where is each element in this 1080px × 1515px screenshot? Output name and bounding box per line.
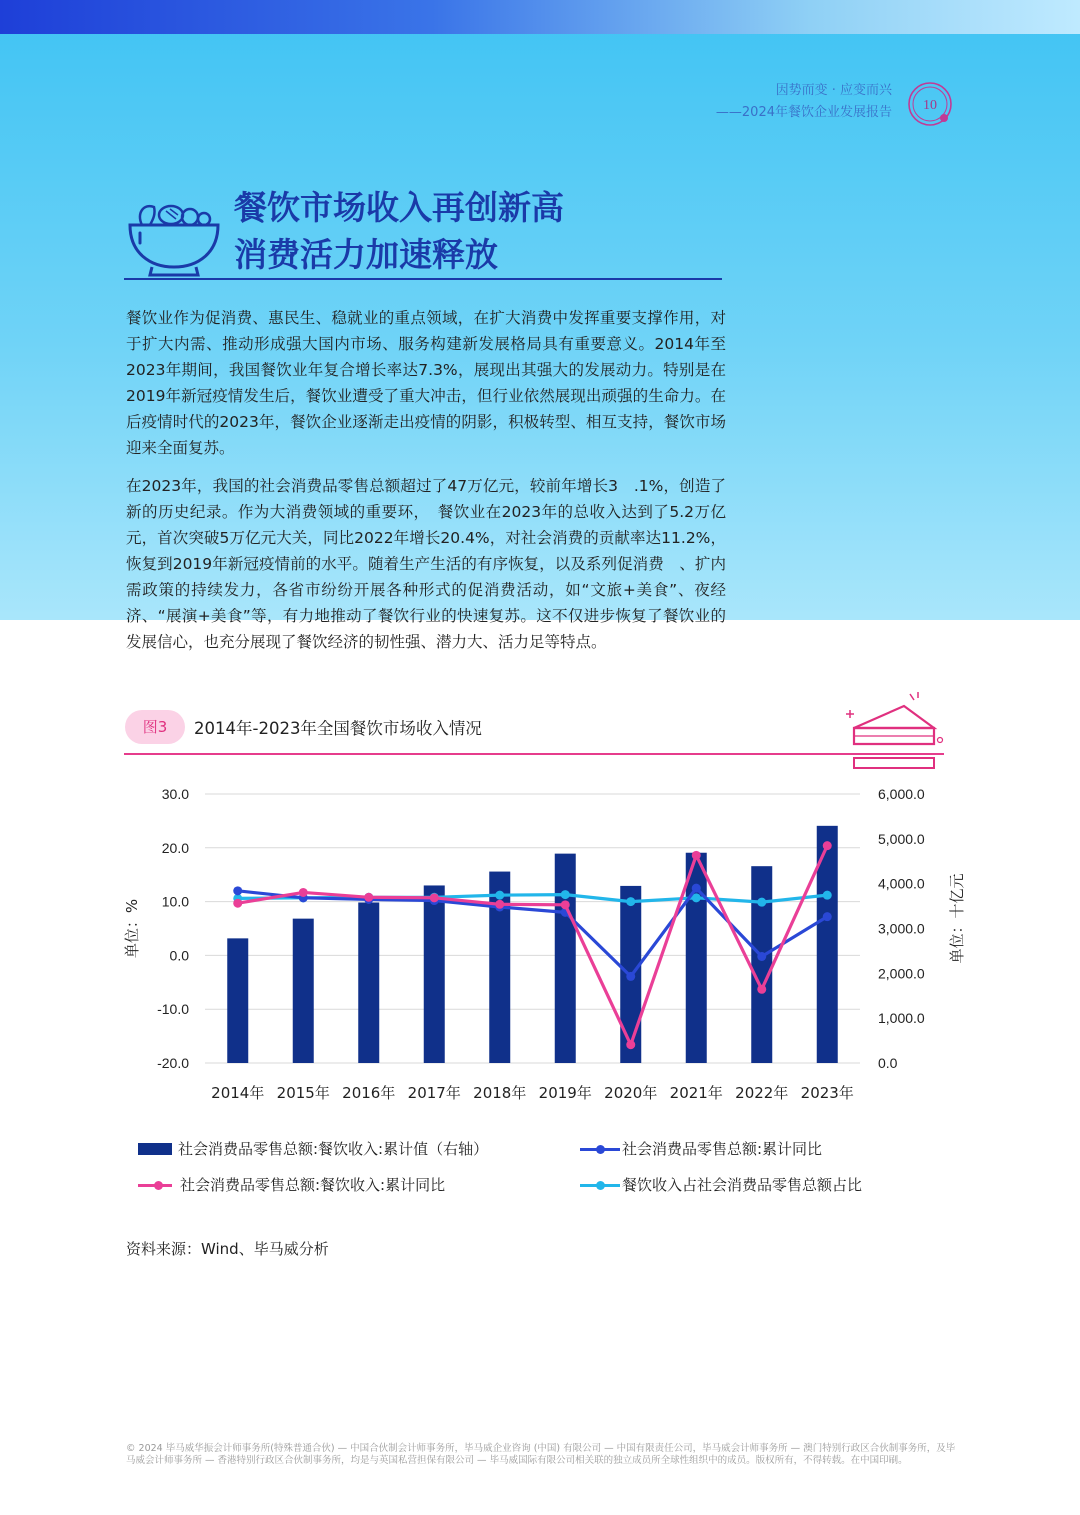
chart-legend (138, 1138, 938, 1208)
x-tick-label: 2019年 (538, 1084, 592, 1102)
x-tick-label: 2022年 (735, 1084, 789, 1102)
bar-2015年 (293, 919, 314, 1063)
x-tick-label: 2015年 (276, 1084, 330, 1102)
body-paragraph-2: 在2023年，我国的社会消费品零售总额超过了47万亿元，较前年增长3 .1%，创造了新的历史纪录。作为大消费领域的重要环， 餐饮业在2023年的总收入达到了5.2万亿元，首次突破5万亿元大关，同比2022年增长20.4%，对社会消费的贡献率达11.2%，恢复到2019年新冠疫情前的水平。随着生产生活的有序恢复，以及系列促消费 、扩内需政策的持续发力，各省市纷纷开展各种形式的促消费活动，如“文旅+美食”、夜经济、“展演+美食”等，有力地推动了餐饮行业的快速复苏。这不仅进步恢复了餐饮业的发展信心，也充分展现了餐饮经济的韧性强、潜力大、活力足等特点。 (126, 477, 726, 651)
bar-2019年 (555, 854, 576, 1063)
x-tick-label: 2020年 (604, 1084, 658, 1102)
series-point-2 (757, 985, 766, 994)
x-tick-label: 2017年 (407, 1084, 461, 1102)
series-point-2 (233, 899, 242, 908)
revenue-chart (110, 770, 980, 1120)
legend-swatch-retail-yoy (580, 1143, 620, 1155)
title-underline (124, 278, 722, 280)
right-tick-label: 0.0 (878, 1055, 898, 1071)
figure-title-underline (124, 753, 944, 755)
figure-badge: 图3 (125, 710, 185, 744)
page-number: 10 (923, 98, 937, 113)
right-tick-label: 3,000.0 (878, 920, 925, 937)
top-gradient-strip (0, 0, 1080, 34)
right-tick-label: 6,000.0 (878, 786, 925, 802)
legend-label-retail-yoy: 社会消费品零售总额:累计同比 (622, 1140, 823, 1158)
section-title (234, 184, 564, 278)
series-point-1 (626, 972, 635, 981)
series-point-3 (757, 898, 766, 907)
series-point-2 (364, 893, 373, 902)
series-point-3 (626, 897, 635, 906)
right-tick-label: 5,000.0 (878, 830, 925, 847)
series-point-2 (495, 900, 504, 909)
series-point-1 (757, 952, 766, 961)
legend-label-bar: 社会消费品零售总额:餐饮收入:累计值（右轴） (178, 1140, 489, 1158)
x-tick-label: 2016年 (342, 1084, 396, 1102)
right-tick-label: 2,000.0 (878, 965, 925, 982)
series-point-1 (233, 886, 242, 895)
series-point-2 (626, 1040, 635, 1049)
series-point-1 (692, 884, 701, 893)
series-point-2 (561, 900, 570, 909)
x-tick-label: 2023年 (800, 1084, 854, 1102)
bar-2016年 (358, 902, 379, 1063)
legend-swatch-bar (138, 1143, 172, 1155)
report-header-line1: 因势而变 · 应变而兴 (775, 83, 892, 98)
series-point-3 (561, 890, 570, 899)
body-paragraph-1: 餐饮业作为促消费、惠民生、稳就业的重点领域，在扩大消费中发挥重要支撑作用，对于扩大内需、推动形成强大国内市场、服务构建新发展格局具有重要意义。2014年至2023年期间，我国餐饮业年复合增长率达7.3%，展现出其强大的发展动力。特别是在2019年新冠疫情发生后，餐饮业遭受了重大冲击，但行业依然展现出顽强的生命力。在后疫情时代的2023年，餐饮企业逐渐走出疫情的阴影，积极转型、相互支持，餐饮市场迎来全面复苏。 (126, 309, 726, 457)
bar-2014年 (227, 938, 248, 1063)
legend-swatch-share (580, 1179, 620, 1191)
left-tick-label: 20.0 (161, 839, 189, 856)
right-tick-label: 4,000.0 (878, 875, 925, 892)
left-tick-label: 0.0 (169, 947, 189, 964)
right-axis-title: 单位：十亿元 (948, 873, 966, 964)
copyright-footer: © 2024 毕马威华振会计师事务所(特殊普通合伙) — 中国合伙制会计师事务所，毕马威企业咨询 (中国) 有限公司 — 中国有限责任公司，毕马威会计师事务所 — 澳门特别行政区合伙制事务所，及毕马威会计师事务所 — 香港特别行政区合伙制事务所，均是与英国私营担保有限公司 — 毕马威国际有限公司相关联的独立成员所全球性组织中的成员。版权所有，不得转载。在中国印刷。 (126, 1443, 956, 1466)
food-bowl-icon (126, 195, 222, 279)
series-line-2 (238, 846, 828, 1045)
series-point-1 (823, 912, 832, 921)
series-point-2 (692, 851, 701, 860)
legend-label-share: 餐饮收入占社会消费品零售总额占比 (622, 1176, 863, 1194)
legend-item-share (580, 1174, 862, 1195)
chart-canvas (110, 770, 980, 1120)
series-point-3 (823, 891, 832, 900)
series-point-3 (495, 891, 504, 900)
section-title-line1: 餐饮市场收入再创新高 (234, 188, 564, 227)
x-tick-label: 2018年 (473, 1084, 527, 1102)
legend-label-catering-yoy: 社会消费品零售总额:餐饮收入:累计同比 (180, 1176, 446, 1194)
section-title-line2: 消费活力加速释放 (234, 235, 498, 274)
left-tick-label: 30.0 (161, 786, 189, 802)
right-tick-label: 1,000.0 (878, 1010, 925, 1027)
left-tick-label: 10.0 (161, 893, 189, 910)
series-point-2 (299, 888, 308, 897)
report-header-line2: ——2024年餐饮企业发展报告 (715, 105, 892, 120)
page-number-badge (906, 80, 954, 128)
left-tick-label: -10.0 (157, 1001, 189, 1018)
legend-item-bar (138, 1138, 488, 1159)
x-tick-label: 2014年 (211, 1084, 265, 1102)
data-source: 资料来源：Wind、毕马威分析 (126, 1240, 329, 1258)
figure-title: 2014年-2023年全国餐饮市场收入情况 (194, 719, 482, 738)
x-tick-label: 2021年 (669, 1084, 723, 1102)
report-header (716, 80, 892, 124)
bar-2022年 (751, 866, 772, 1063)
left-tick-label: -20.0 (157, 1055, 189, 1071)
bar-2017年 (424, 885, 445, 1063)
series-point-2 (430, 893, 439, 902)
legend-swatch-catering-yoy (138, 1179, 178, 1191)
legend-item-retail-yoy (580, 1138, 822, 1159)
legend-item-catering-yoy (138, 1174, 445, 1195)
left-axis-title: 单位：% (123, 898, 141, 959)
cake-slice-icon (846, 690, 946, 776)
series-point-2 (823, 841, 832, 850)
